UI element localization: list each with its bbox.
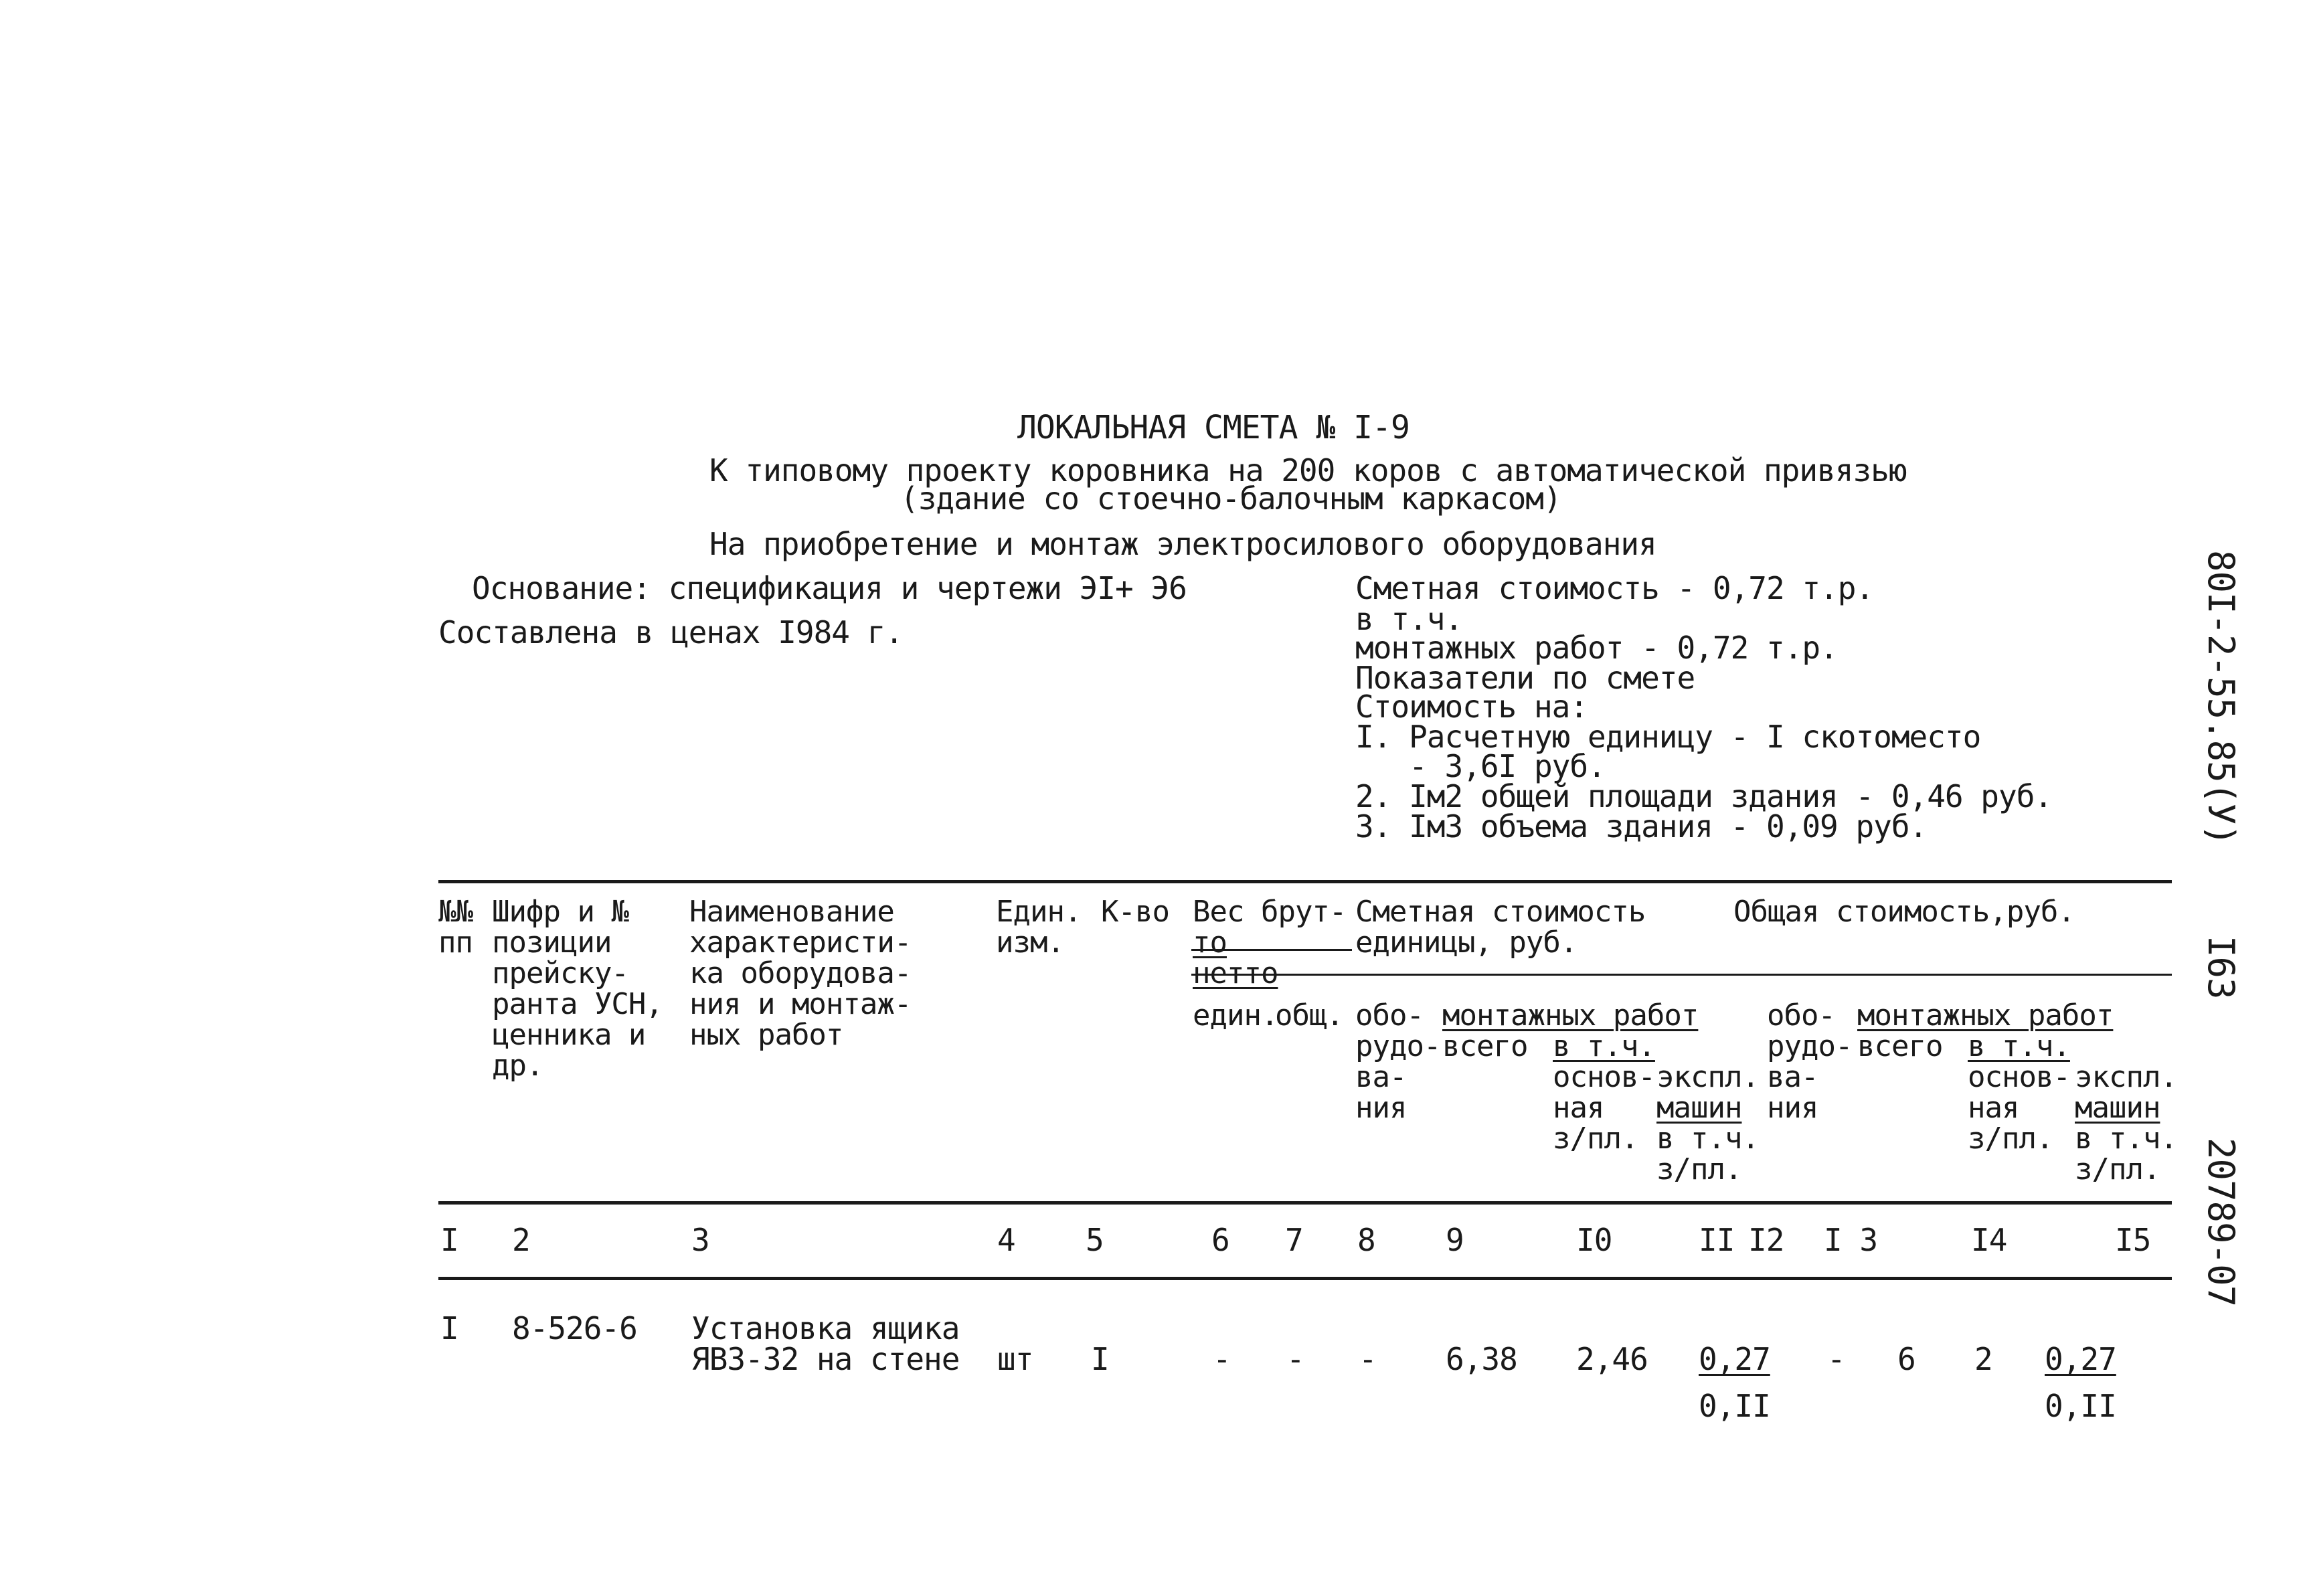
header-unit-cost-title: Сметная стоимость [1355,895,1646,929]
row-weight-unit: - [1213,1341,1231,1377]
header-split-rule [1191,974,2172,976]
col-number: I0 [1576,1222,1612,1258]
col-number: I 3 [1824,1222,1878,1258]
row-machines-wage: 0,II [1699,1388,1770,1424]
header-machines-a-total: экспл. [2075,1060,2177,1094]
page-number: I63 [2200,936,2242,999]
header-weight-brutto: то [1193,925,1227,960]
header-weight-total: общ. [1275,998,1343,1033]
header-code: Шифр и № позиции прейску- ранта УСН, ценника и др. [492,895,663,1083]
col-number: I2 [1748,1222,1784,1258]
header-basic-wage-total: основ- ная з/пл. [1968,1060,2070,1156]
summary-line: I. Расчетную единицу - I скотоместо [1355,719,1981,755]
col-number: II [1699,1222,1735,1258]
header-bottom-rule [438,1201,2172,1205]
row-machines: 0,27 [1699,1341,1770,1377]
header-total-cost-title: Общая стоимость,руб. [1733,895,2075,929]
col-number: I4 [1971,1222,2007,1258]
header-name: Наименование характеристи- ка оборудова- ния и монтаж- ных работ [689,895,912,1052]
row-code: 8-526-6 [512,1310,637,1346]
row-machines-total: 0,27 [2045,1341,2116,1377]
header-machines-a: экспл. [1656,1060,1759,1094]
summary-line: 3. Iм3 объема здания - 0,09 руб. [1355,808,1928,845]
row-unit: шт [997,1341,1033,1377]
basis-text: Основание: спецификация и чертежи ЭI+ Э6 [472,570,1187,606]
header-unit-cost-sub: единицы, руб. [1355,925,1577,960]
header-qty: К-во [1101,895,1169,929]
row-machines-wage-total: 0,II [2045,1388,2116,1424]
header-install-title: монтажных работ [1442,998,1699,1033]
header-install-incl-total: в т.ч. [1968,1029,2070,1063]
row-basic-wage: 2,46 [1576,1341,1648,1377]
header-install-incl: в т.ч. [1553,1029,1655,1063]
col-number: 3 [691,1222,709,1258]
row-name-line2: ЯВЗ-32 на стене [691,1341,960,1377]
header-equipment-total: обо- рудо- ва- ния [1767,998,1853,1125]
row-equipment-total: - [1827,1341,1845,1377]
header-machines-b: машин [1656,1091,1742,1125]
header-install-all: всего [1442,1029,1528,1063]
subtitle-line1: К типовому проекту коровника на 200 коров с автоматической привязью [709,452,1907,489]
col-numbers-rule [438,1277,2172,1280]
subtitle-line2: (здание со стоечно-балочным каркасом) [900,480,1561,517]
row-equipment: - [1359,1341,1377,1377]
header-install-all-total: всего [1857,1029,1943,1063]
col-number: I5 [2115,1222,2151,1258]
header-weight-unit: един. [1193,998,1278,1033]
header-unit: Един. изм. [996,895,1082,960]
row-install-all-total: 6 [1897,1341,1915,1377]
col-number: 5 [1086,1222,1104,1258]
prices-text: Составлена в ценах I984 г. [438,614,904,650]
header-num: №№ пп [438,895,473,960]
table-top-rule [438,880,2172,883]
row-basic-wage-total: 2 [1974,1341,1992,1377]
header-weight-netto: нетто [1193,956,1278,990]
col-number: 4 [997,1222,1015,1258]
col-number: 2 [512,1222,530,1258]
header-machines-b-total: машин [2075,1091,2160,1125]
document-code: 80I-2-55.85(У) [2200,550,2242,846]
header-machines-c: в т.ч. з/пл. [1656,1122,1759,1186]
summary-line: Показатели по смете [1355,660,1695,696]
col-number: 8 [1357,1222,1375,1258]
summary-line: Сметная стоимость - 0,72 т.р. [1355,570,1874,606]
row-name-line1: Установка ящика [691,1310,960,1346]
header-machines-c-total: в т.ч. з/пл. [2075,1122,2177,1186]
row-qty: I [1091,1341,1109,1377]
row-install-all: 6,38 [1446,1341,1517,1377]
header-basic-wage: основ- ная з/пл. [1553,1060,1655,1156]
summary-line: Стоимость на: [1355,689,1588,725]
header-equipment: обо- рудо- ва- ния [1355,998,1441,1125]
col-number: 9 [1446,1222,1464,1258]
summary-line: в т.ч. [1355,601,1463,637]
archive-number: 20789-07 [2200,1138,2242,1307]
col-number: 7 [1285,1222,1303,1258]
header-install-title-total: монтажных работ [1857,998,2114,1033]
row-weight-total: - [1286,1341,1304,1377]
row-num: I [440,1310,458,1346]
header-weight: Вес брут- [1193,895,1347,929]
col-number: 6 [1211,1222,1229,1258]
summary-line: 2. Iм2 общей площади здания - 0,46 руб. [1355,778,2053,814]
col-number: I [440,1222,458,1258]
document-title: ЛОКАЛЬНАЯ СМЕТА № I-9 [1017,409,1410,446]
summary-line: - 3,6I руб. [1355,748,1606,784]
subtitle-line3: На приобретение и монтаж электросилового оборудования [709,526,1656,562]
summary-line: монтажных работ - 0,72 т.р. [1355,630,1838,666]
